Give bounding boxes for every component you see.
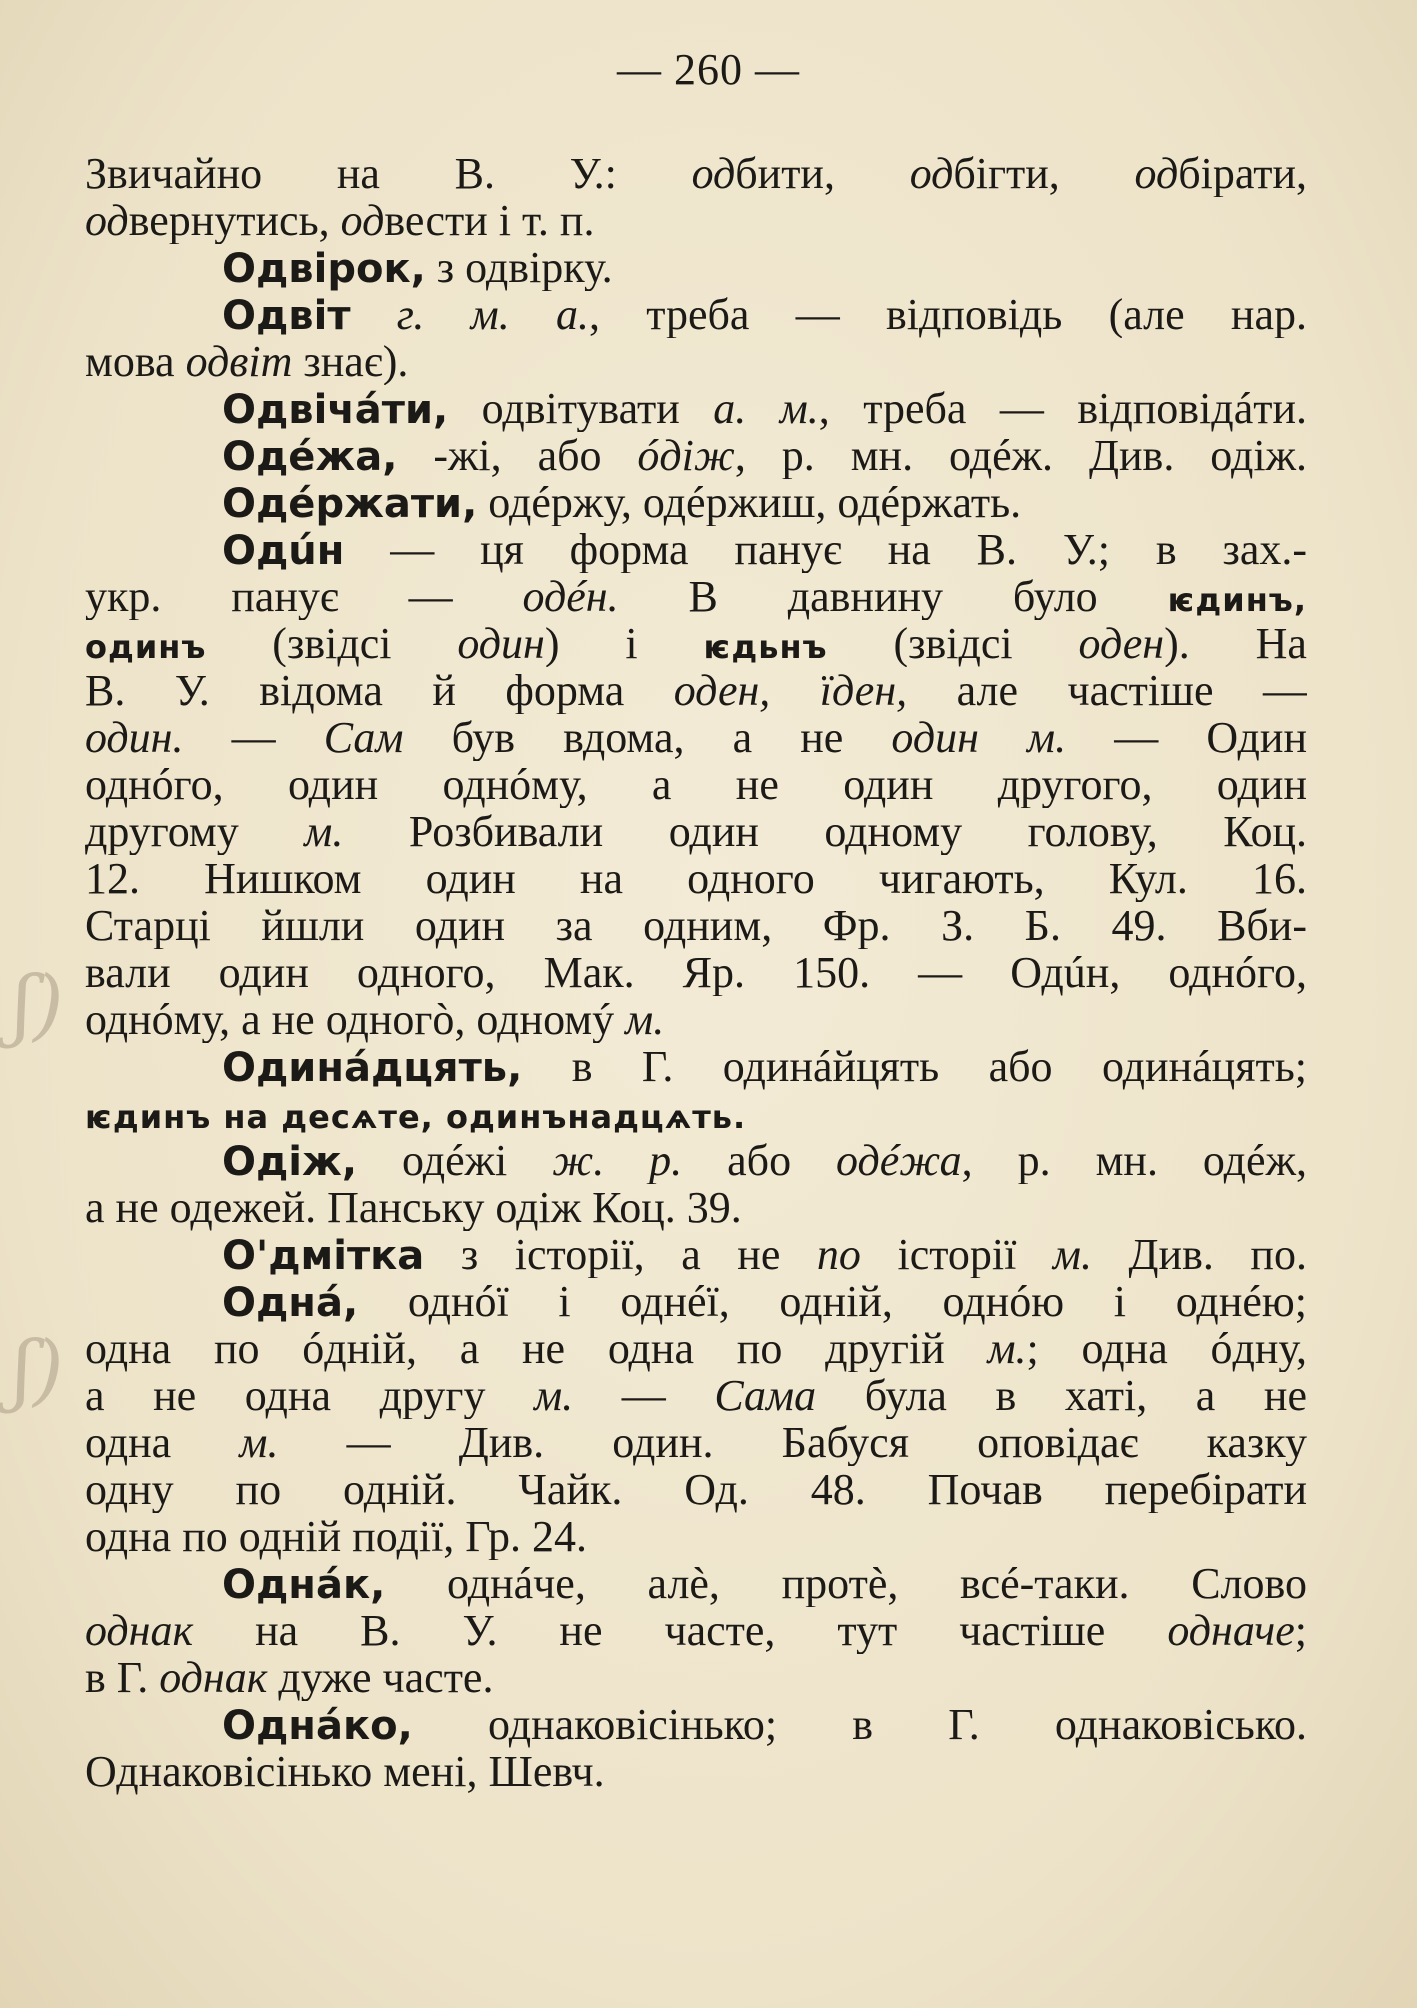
text-line — [85, 1325, 1307, 1372]
text-line — [85, 1231, 1307, 1278]
italic-text: Сам — [323, 714, 404, 761]
italic-text: оден — [1078, 620, 1165, 667]
text-run: історії — [860, 1231, 1053, 1278]
text-line — [85, 197, 1307, 244]
italic-text: м. — [987, 1325, 1027, 1372]
text-line — [85, 479, 1307, 526]
headword: Одіж, — [222, 1139, 358, 1184]
italic-text: одвіт — [185, 338, 293, 385]
text-run: Розбивали один одному голову, Коц. — [343, 808, 1307, 855]
text-line — [85, 573, 1307, 620]
headword: Одинáдцять, — [222, 1045, 523, 1090]
italic-text: однак — [85, 1607, 194, 1654]
headword: Однáко, — [222, 1703, 413, 1748]
text-run: дуже часте. — [267, 1654, 494, 1701]
text-line — [85, 902, 1307, 949]
text-run: в Г. — [85, 1654, 160, 1701]
text-line — [85, 996, 1307, 1043]
text-line — [85, 150, 1307, 197]
text-run: вести і т. п. — [384, 197, 595, 244]
text-run: був вдома, а не — [403, 714, 892, 761]
italic-text: однак — [159, 1654, 268, 1701]
text-run: (звідсі — [206, 620, 458, 667]
text-line — [85, 338, 1307, 385]
old-slavonic-word: ѥдинъ, — [1167, 581, 1307, 619]
text-run: або — [682, 1137, 837, 1184]
italic-text: од — [691, 150, 736, 197]
text-run: , р. мн. одéж. Див. одіж. — [734, 432, 1307, 479]
text-line — [85, 1654, 1307, 1701]
text-run: однóго, один однóму, а не один другого, один — [85, 761, 1307, 808]
dictionary-text — [85, 150, 1307, 1795]
old-slavonic-word: одинъ — [85, 628, 207, 666]
text-line — [85, 1043, 1307, 1090]
headword: Одéржати, — [222, 481, 478, 526]
text-line — [85, 1701, 1307, 1748]
text-run: Старці йшли один за одним, Фр. З. Б. 49. Вби- — [85, 902, 1307, 949]
text-run: одвітувати — [448, 385, 714, 432]
headword: Одвіт — [222, 293, 351, 338]
text-run: укр. панує — — [85, 573, 523, 620]
italic-text: од — [909, 150, 954, 197]
text-run: , треба — відповідь (але нар. — [588, 291, 1307, 338]
headword: Одéжа, — [222, 434, 398, 479]
text-run: — Див. один. Бабуся оповідає казку — [278, 1419, 1307, 1466]
text-run: однаковісінько; в Г. однаковісько. — [412, 1701, 1307, 1748]
text-line — [85, 1607, 1307, 1654]
italic-text: одéжа — [836, 1137, 962, 1184]
italic-text: по — [816, 1231, 861, 1278]
text-run: мова — [85, 338, 186, 385]
text-run: бірати, — [1178, 150, 1307, 197]
text-run: однáче, алѐ, протѐ, всé-таки. Слово — [385, 1560, 1307, 1607]
text-run: В давнину було — [618, 573, 1168, 620]
text-run: 12. Нишком один на одного чигають, Кул. 16. — [85, 855, 1307, 902]
italic-text: од — [340, 197, 385, 244]
italic-text: один м. — [891, 714, 1067, 761]
text-run: — ця форма панує на В. У.; в зах.- — [344, 526, 1307, 573]
text-line — [85, 620, 1307, 667]
text-line — [85, 949, 1307, 996]
italic-text: м. — [625, 996, 665, 1043]
text-run: одна по óдній, а не одна по другій — [85, 1325, 988, 1372]
headword: Однá, — [222, 1280, 359, 1325]
text-line — [85, 808, 1307, 855]
text-line — [85, 244, 1307, 291]
text-run: а не одежей. Панську одіж Коц. 39. — [85, 1184, 742, 1231]
text-run: ; — [1294, 1607, 1307, 1654]
text-run: знає). — [292, 338, 409, 385]
text-line — [85, 761, 1307, 808]
text-line — [85, 526, 1307, 573]
text-run: , треба — відповідáти. — [818, 385, 1307, 432]
text-run: — Один — [1066, 714, 1307, 761]
text-run: ). На — [1164, 620, 1307, 667]
headword: Однáк, — [222, 1562, 386, 1607]
text-run: другому — [85, 808, 305, 855]
text-line — [85, 1560, 1307, 1607]
text-run: , р. мн. одéж, — [961, 1137, 1307, 1184]
text-run: ; одна óдну, — [1026, 1325, 1307, 1372]
text-run: одéжі — [357, 1137, 553, 1184]
text-run: В. У. відома й форма — [85, 667, 674, 714]
text-line — [85, 385, 1307, 432]
text-run: в Г. одинáйцять або одинáцять; — [522, 1043, 1307, 1090]
text-run: одна — [85, 1419, 240, 1466]
italic-text: один. — [85, 714, 184, 761]
italic-text: один — [457, 620, 545, 667]
text-run: ) і — [544, 620, 704, 667]
text-run: але частіше — — [907, 667, 1307, 714]
italic-text: оден, їден, — [673, 667, 908, 714]
text-line — [85, 1372, 1307, 1419]
text-line — [85, 291, 1307, 338]
text-run: Звичайно на В. У.: — [85, 150, 692, 197]
text-run: на В. У. не часте, тут частіше — [193, 1607, 1168, 1654]
text-run: одна по одній події, Гр. 24. — [85, 1513, 587, 1560]
text-run: а не одна другу — [85, 1372, 535, 1419]
text-run: — — [573, 1372, 715, 1419]
italic-text: м. — [534, 1372, 574, 1419]
italic-text: ж. р. — [552, 1137, 683, 1184]
text-run: одéржу, одéржиш, одéржать. — [477, 479, 1022, 526]
text-run: з історії, а не — [424, 1231, 817, 1278]
italic-text: а. м. — [713, 385, 819, 432]
text-line — [85, 667, 1307, 714]
text-line — [85, 714, 1307, 761]
italic-text: м. — [1052, 1231, 1092, 1278]
text-line — [85, 1184, 1307, 1231]
text-run: однóї і однéї, одній, однóю і однéю; — [358, 1278, 1307, 1325]
text-run: бити, — [735, 150, 910, 197]
italic-text: од — [1134, 150, 1179, 197]
text-run: була в хаті, а не — [816, 1372, 1307, 1419]
headword: Одúн — [222, 528, 345, 573]
text-run: — — [183, 714, 324, 761]
text-run: однóму, а не одногò, одномý — [85, 996, 626, 1043]
text-run: Див. по. — [1091, 1231, 1307, 1278]
text-line — [85, 1278, 1307, 1325]
text-run: одну по одній. Чайк. Од. 48. Почав перебірати — [85, 1466, 1307, 1513]
text-line — [85, 1137, 1307, 1184]
italic-text: м. — [239, 1419, 279, 1466]
headword: Одвірок, — [222, 246, 426, 291]
headword: Одвічáти, — [222, 387, 449, 432]
text-run: бігти, — [953, 150, 1135, 197]
italic-text: óдіж — [637, 432, 735, 479]
italic-text: г. м. а. — [396, 291, 589, 338]
italic-text: одначе — [1167, 1607, 1295, 1654]
text-line — [85, 1419, 1307, 1466]
page-number: — 260 — — [617, 45, 800, 94]
margin-pencil-mark: ʃ) — [12, 960, 64, 1050]
headword: О'дмітка — [222, 1233, 425, 1278]
italic-text: од — [85, 197, 129, 244]
text-run: Однаковісінько мені, Шевч. — [85, 1748, 605, 1795]
text-line — [85, 432, 1307, 479]
text-line — [85, 1466, 1307, 1513]
text-run: -жі, або — [397, 432, 638, 479]
text-line — [85, 1090, 1307, 1137]
text-run: з одвірку. — [425, 244, 613, 291]
text-line — [85, 1513, 1307, 1560]
text-run: вали один одного, Мак. Яр. 150. — Одúн, однóго, — [85, 949, 1307, 996]
italic-text: Сама — [714, 1372, 817, 1419]
italic-text: м. — [304, 808, 344, 855]
margin-pencil-mark: ʃ) — [12, 1325, 64, 1415]
old-slavonic-word: ѥдьнъ — [703, 628, 828, 666]
italic-text: одéн. — [522, 573, 619, 620]
text-run: вернутись, — [128, 197, 341, 244]
text-line — [85, 855, 1307, 902]
text-run: (звідсі — [827, 620, 1079, 667]
text-line — [85, 1748, 1307, 1795]
old-slavonic-word: ѥдинъ на десѧте, одинънадцѧть. — [85, 1098, 747, 1136]
text-run — [351, 291, 397, 338]
